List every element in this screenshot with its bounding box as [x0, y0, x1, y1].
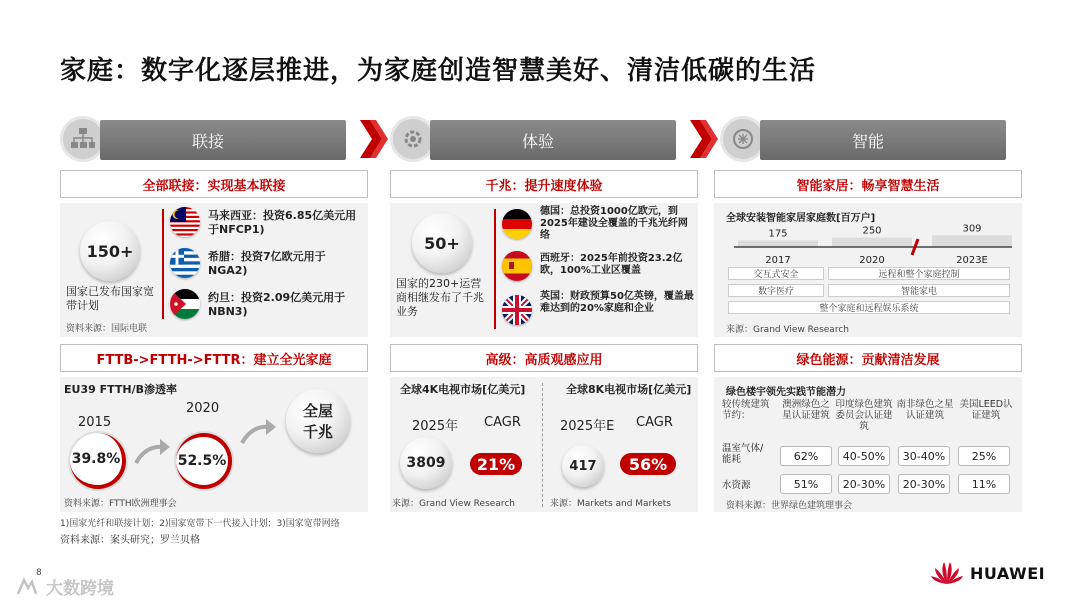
year-label: 2025年	[412, 419, 459, 434]
page-title: 家庭：数字化逐层推进，为家庭创造智慧美好、清洁低碳的生活	[60, 56, 817, 86]
panel-green	[714, 377, 1022, 512]
chart-data-label: 250	[862, 225, 882, 237]
big-number-ball: 50+	[412, 213, 472, 273]
cagr-label: CAGR	[484, 415, 521, 430]
section-title: 智能家居：畅享智慧生活	[714, 170, 1022, 198]
header-intelligence	[720, 116, 1006, 162]
source-note: 来源：Grand View Research	[392, 499, 515, 509]
usecase-cell: 交互式安全	[728, 267, 824, 280]
header-label: 体验	[521, 131, 554, 151]
col-header: 美国LEED认证建筑	[959, 399, 1013, 421]
chevron-right-icon	[690, 120, 718, 158]
header-label: 智能	[851, 131, 884, 151]
col-header: 南非绿色之星认证建筑	[896, 399, 954, 421]
chart-data-label: 175	[768, 228, 788, 240]
divider	[494, 209, 496, 329]
chart-data-label: 309	[962, 223, 982, 235]
cagr-label: CAGR	[636, 415, 673, 430]
cagr-pill: 56%	[620, 453, 676, 475]
chart-label: 全球8K电视市场[亿美元]	[566, 383, 692, 396]
value-ball: 417	[562, 445, 604, 487]
year-label: 2025年E	[560, 419, 615, 434]
usecase-cell: 数字医疗	[728, 284, 824, 297]
header-label: 联接	[191, 131, 224, 151]
watermark-logo-icon	[14, 576, 40, 598]
value-cell: 20-30%	[898, 474, 950, 494]
footnote: 资料来源：案头研究；罗兰贝格	[60, 535, 200, 546]
arrow-icon	[240, 417, 280, 447]
chart-tick-label: 2017	[765, 255, 791, 266]
list-item: 德国：总投资1000亿欧元，到2025年建设全覆盖的千兆光纤网络	[540, 206, 688, 241]
huawei-flower-icon	[930, 560, 964, 586]
chart-tick-label: 2020	[859, 255, 885, 266]
value-cell: 11%	[958, 474, 1010, 494]
smart-home-chart	[714, 219, 1022, 267]
brand-name: HUAWEI	[970, 563, 1046, 583]
source-note: 资料来源：世界绿色建筑理事会	[726, 501, 853, 511]
header-experience	[390, 116, 676, 162]
arrow-icon	[134, 437, 174, 467]
col-header: 较传统建筑节约：	[722, 399, 770, 421]
final-line: 全屋	[302, 402, 333, 420]
panel-tv	[390, 377, 698, 512]
year-label: 2015	[78, 415, 112, 430]
section-title: 全部联接：实现基本联接	[60, 170, 368, 198]
greece-flag-icon	[170, 248, 200, 278]
panel-gigabit	[390, 203, 698, 337]
panel-smart-home	[714, 203, 1022, 337]
chart-bar	[932, 235, 1012, 247]
source-note: 来源：Grand View Research	[726, 325, 849, 335]
divider	[542, 383, 543, 507]
page-number: 8	[36, 568, 42, 578]
uk-flag-icon	[502, 295, 532, 325]
col-header: 澳洲绿色之星认证建筑	[782, 399, 830, 421]
big-number-caption: 国家已发布国家宽带计划	[66, 285, 154, 312]
list-item: 约旦：投资2.09亿美元用于NBN3)	[208, 291, 346, 318]
row-label: 水资源	[722, 480, 751, 491]
row-label: 温室气体/能耗	[722, 443, 764, 465]
panel-ftth	[60, 377, 368, 512]
brand-logo	[930, 560, 1045, 586]
value-ring: 52.5%	[176, 433, 232, 489]
source-note: 来源：Markets and Markets	[550, 499, 671, 509]
divider	[162, 209, 164, 319]
header-connect	[60, 116, 346, 162]
list-item: 西班牙：2025年前投资23.2亿欧，100%工业区覆盖	[540, 253, 683, 276]
usecase-cell: 整个家庭和远程娱乐系统	[728, 301, 1010, 314]
chart-tick-label: 2023E	[956, 255, 988, 266]
watermark-text: 大数跨境	[46, 579, 114, 599]
footnote: 1)国家光纤和联接计划；2)国家宽带下一代接入计划；3)国家宽带网络	[60, 519, 340, 529]
list-item: 马来西亚：投资6.85亿美元用于NFCP1)	[208, 209, 357, 236]
source-note: 资料来源：FTTH欧洲理事会	[64, 499, 177, 509]
spain-flag-icon	[502, 251, 532, 281]
list-item: 希腊：投资7亿欧元用于NGA2)	[208, 250, 326, 277]
value-cell: 20-30%	[838, 474, 890, 494]
cagr-pill: 21%	[470, 453, 522, 475]
chart-label: 全球安装智能家居家庭数[百万户]	[726, 213, 876, 224]
value-cell: 25%	[958, 446, 1010, 466]
value-ring: 39.8%	[70, 433, 126, 489]
value-ball: 3809	[400, 437, 452, 489]
final-line: 千兆	[302, 423, 333, 441]
section-title: FTTB->FTTH->FTTR：建立全光家庭	[60, 344, 368, 372]
col-header: 印度绿色建筑委员会认证建筑	[835, 399, 893, 432]
source-note: 资料来源：国际电联	[66, 324, 148, 334]
big-number-caption: 国家的230+运营商相继发布了千兆业务	[396, 277, 484, 318]
chart-label: EU39 FTTH/B渗透率	[64, 383, 177, 396]
value-cell: 40-50%	[838, 446, 890, 466]
big-number-ball: 150+	[80, 221, 140, 281]
panel-connect	[60, 203, 368, 337]
jordan-flag-icon	[170, 289, 200, 319]
chart-bar	[738, 240, 818, 247]
section-title: 绿色能源：贡献清洁发展	[714, 344, 1022, 372]
final-ball	[286, 389, 350, 453]
year-label: 2020	[186, 401, 220, 416]
list-item: 英国：财政预算50亿英镑，覆盖最难达到的20%家庭和企业	[540, 291, 694, 314]
section-title: 高级：高质观感应用	[390, 344, 698, 372]
germany-flag-icon	[502, 209, 532, 239]
value-cell: 51%	[780, 474, 832, 494]
value-cell: 62%	[780, 446, 832, 466]
section-title: 千兆：提升速度体验	[390, 170, 698, 198]
chart-label: 全球4K电视市场[亿美元]	[400, 383, 526, 396]
chevron-right-icon	[360, 120, 388, 158]
chart-label: 绿色楼宇领先实践节能潜力	[726, 387, 846, 398]
chart-bar	[832, 238, 912, 247]
malaysia-flag-icon	[170, 207, 200, 237]
usecase-cell: 智能家电	[828, 284, 1010, 297]
watermark	[14, 574, 114, 599]
value-cell: 30-40%	[898, 446, 950, 466]
usecase-cell: 远程和整个家庭控制	[828, 267, 1010, 280]
